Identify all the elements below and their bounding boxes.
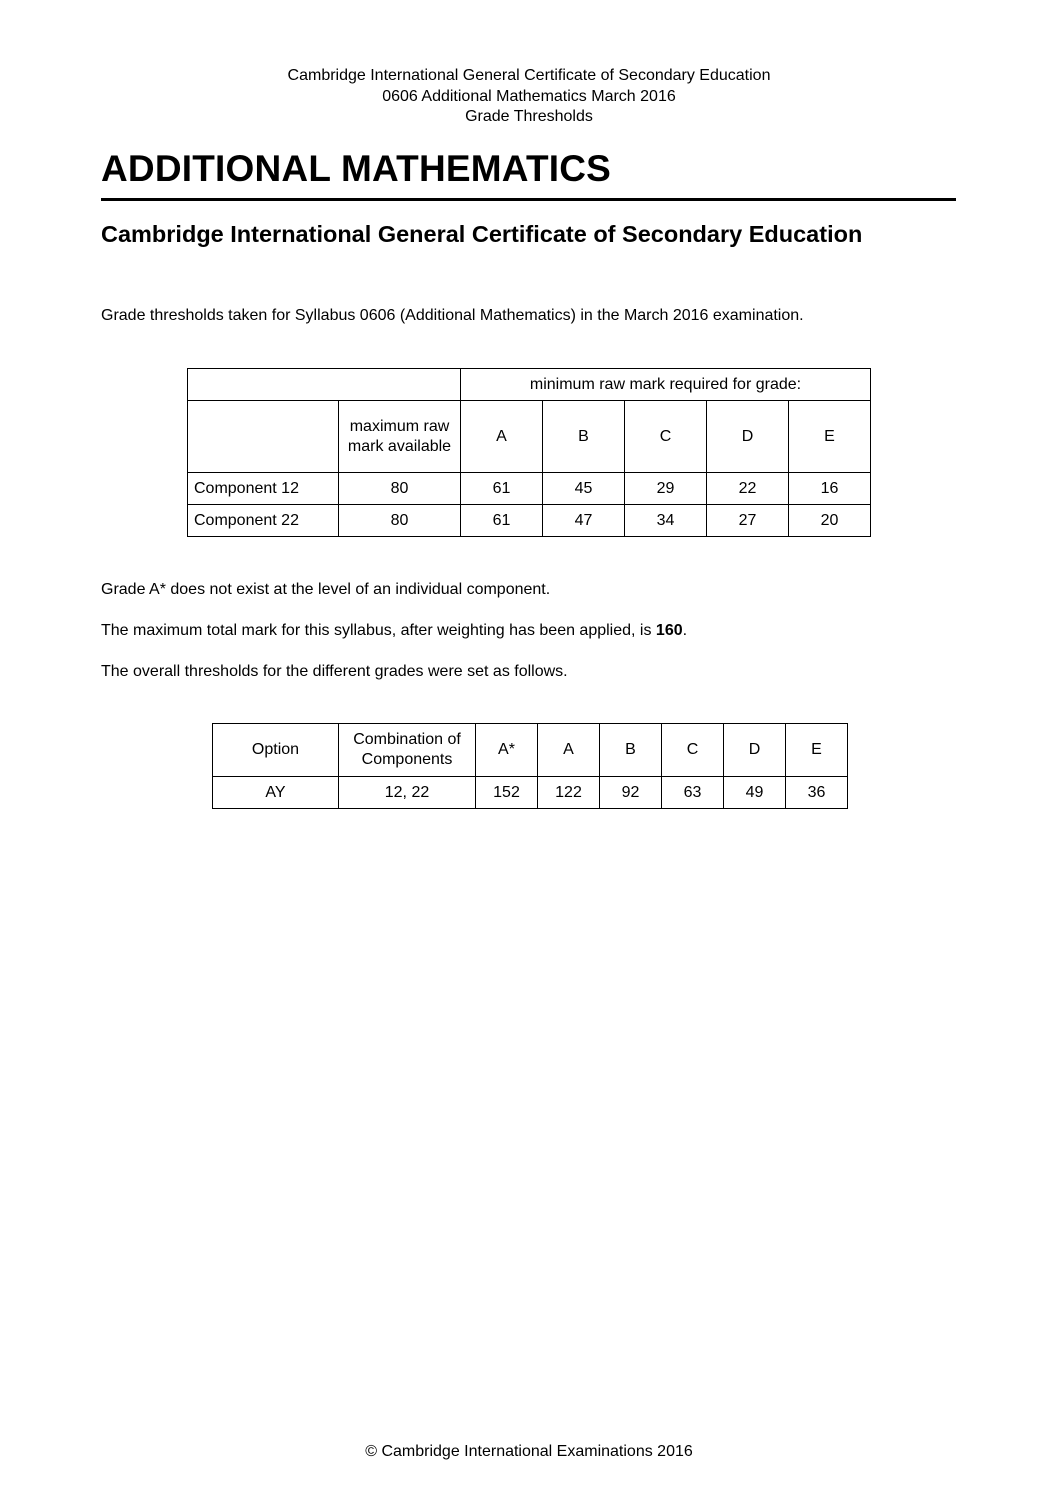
max-mark-cell: 80 bbox=[339, 505, 461, 537]
grade-header: E bbox=[786, 724, 848, 777]
option-header: Option bbox=[213, 724, 339, 777]
component-threshold-table bbox=[187, 368, 871, 537]
grade-mark-cell: 29 bbox=[625, 473, 707, 505]
page-header bbox=[0, 66, 1058, 128]
max-mark-cell: 80 bbox=[339, 473, 461, 505]
document-title: ADDITIONAL MATHEMATICS bbox=[101, 148, 612, 189]
grade-header: A bbox=[461, 401, 543, 473]
grade-header: C bbox=[662, 724, 724, 777]
table-header-row bbox=[213, 724, 848, 777]
grade-mark-cell: 16 bbox=[789, 473, 871, 505]
max-total-paragraph bbox=[101, 622, 687, 640]
max-total-suffix: . bbox=[682, 622, 688, 639]
grade-mark-cell: 22 bbox=[707, 473, 789, 505]
combination-header: Combination of Components bbox=[339, 724, 476, 777]
grade-mark-cell: 61 bbox=[461, 505, 543, 537]
threshold-cell: 92 bbox=[600, 777, 662, 809]
grade-header: D bbox=[707, 401, 789, 473]
grade-header: E bbox=[789, 401, 871, 473]
threshold-cell: 36 bbox=[786, 777, 848, 809]
grade-header: A* bbox=[476, 724, 538, 777]
table-header-cell-empty bbox=[188, 369, 461, 401]
table-header-cell-empty bbox=[188, 401, 339, 473]
grade-mark-cell: 34 bbox=[625, 505, 707, 537]
grade-mark-cell: 27 bbox=[707, 505, 789, 537]
overall-intro: The overall thresholds for the different grades were set as follows. bbox=[101, 663, 568, 680]
threshold-cell: 122 bbox=[538, 777, 600, 809]
table-row bbox=[213, 777, 848, 809]
grade-header: C bbox=[625, 401, 707, 473]
max-total-value: 160 bbox=[655, 622, 683, 639]
option-cell: AY bbox=[213, 777, 339, 809]
grade-mark-cell: 47 bbox=[543, 505, 625, 537]
option-threshold-table bbox=[212, 723, 848, 809]
table-header-row bbox=[188, 401, 871, 473]
intro-paragraph: Grade thresholds taken for Syllabus 0606 (Additional Mathematics) in the March 2016 examination. bbox=[101, 307, 804, 324]
table-header-row bbox=[188, 369, 871, 401]
threshold-cell: 152 bbox=[476, 777, 538, 809]
copyright-footer: © Cambridge International Examinations 2016 bbox=[365, 1443, 693, 1460]
table-row bbox=[188, 505, 871, 537]
table-row bbox=[188, 473, 871, 505]
combination-cell: 12, 22 bbox=[339, 777, 476, 809]
grade-header: B bbox=[543, 401, 625, 473]
astar-note: Grade A* does not exist at the level of an individual component. bbox=[101, 581, 551, 598]
grade-mark-cell: 45 bbox=[543, 473, 625, 505]
min-mark-header: minimum raw mark required for grade: bbox=[461, 369, 871, 401]
document-subtitle: Cambridge International General Certificate of Secondary Education bbox=[101, 221, 863, 247]
grade-mark-cell: 20 bbox=[789, 505, 871, 537]
grade-header: A bbox=[538, 724, 600, 777]
threshold-cell: 63 bbox=[662, 777, 724, 809]
component-name-cell: Component 12 bbox=[188, 473, 339, 505]
header-line-qualification: Cambridge International General Certificate of Secondary Education bbox=[287, 67, 771, 84]
max-total-text: The maximum total mark for this syllabus, after weighting has been applied, is bbox=[101, 622, 656, 639]
threshold-cell: 49 bbox=[724, 777, 786, 809]
header-line-doc-type: Grade Thresholds bbox=[465, 108, 593, 125]
max-mark-header: maximum raw mark available bbox=[339, 401, 461, 473]
grade-mark-cell: 61 bbox=[461, 473, 543, 505]
title-divider bbox=[101, 198, 956, 201]
header-line-syllabus: 0606 Additional Mathematics March 2016 bbox=[382, 87, 676, 105]
grade-header: B bbox=[600, 724, 662, 777]
component-name-cell: Component 22 bbox=[188, 505, 339, 537]
grade-header: D bbox=[724, 724, 786, 777]
